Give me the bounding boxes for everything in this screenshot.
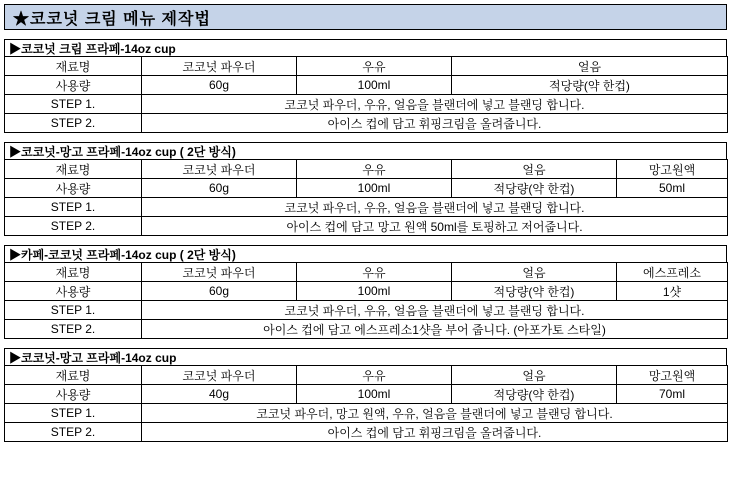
step-text: 아이스 컵에 담고 휘핑크림을 올려줍니다. bbox=[142, 114, 728, 133]
table-cell: 적당량(약 한컵) bbox=[452, 282, 617, 301]
table-row bbox=[5, 76, 728, 95]
table-row bbox=[5, 282, 728, 301]
table-cell: 사용량 bbox=[5, 385, 142, 404]
step-label: STEP 1. bbox=[5, 301, 142, 320]
table-header-cell: 재료명 bbox=[5, 160, 142, 179]
table-cell: 100ml bbox=[297, 76, 452, 95]
step-label: STEP 1. bbox=[5, 95, 142, 114]
section-header bbox=[4, 39, 727, 57]
step-label: STEP 2. bbox=[5, 423, 142, 442]
section-header bbox=[4, 245, 727, 263]
table-header-cell: 망고원액 bbox=[617, 366, 728, 385]
step-label: STEP 2. bbox=[5, 217, 142, 236]
table-cell: 100ml bbox=[297, 282, 452, 301]
table-cell: 50ml bbox=[617, 179, 728, 198]
step-row bbox=[5, 301, 728, 320]
table-header-cell: 얼음 bbox=[452, 366, 617, 385]
table-header-cell: 코코넛 파우더 bbox=[142, 160, 297, 179]
step-label: STEP 1. bbox=[5, 198, 142, 217]
table-cell: 사용량 bbox=[5, 282, 142, 301]
section-header bbox=[4, 348, 727, 366]
recipe-section bbox=[4, 39, 727, 133]
step-text: 코코넛 파우더, 우유, 얼음을 블랜더에 넣고 블랜딩 합니다. bbox=[142, 198, 728, 217]
table-header-cell: 얼음 bbox=[452, 263, 617, 282]
table-cell: 70ml bbox=[617, 385, 728, 404]
table-cell: 100ml bbox=[297, 385, 452, 404]
recipe-table bbox=[4, 365, 728, 442]
table-cell: 60g bbox=[142, 76, 297, 95]
table-cell: 적당량(약 한컵) bbox=[452, 385, 617, 404]
table-cell: 100ml bbox=[297, 179, 452, 198]
step-row bbox=[5, 114, 728, 133]
table-cell: 40g bbox=[142, 385, 297, 404]
step-label: STEP 2. bbox=[5, 320, 142, 339]
table-cell: 60g bbox=[142, 179, 297, 198]
step-text: 아이스 컵에 담고 망고 원액 50ml를 토핑하고 저어줍니다. bbox=[142, 217, 728, 236]
step-row bbox=[5, 198, 728, 217]
table-row bbox=[5, 263, 728, 282]
step-row bbox=[5, 320, 728, 339]
table-header-cell: 얼음 bbox=[452, 160, 617, 179]
table-row bbox=[5, 179, 728, 198]
page-title bbox=[4, 4, 727, 30]
table-header-cell: 코코넛 파우더 bbox=[142, 57, 297, 76]
section-header-text: ▶코코넛-망고 프라페-14oz cup bbox=[9, 350, 177, 365]
table-row bbox=[5, 160, 728, 179]
table-header-cell: 망고원액 bbox=[617, 160, 728, 179]
step-row bbox=[5, 404, 728, 423]
step-text: 아이스 컵에 담고 휘핑크림을 올려줍니다. bbox=[142, 423, 728, 442]
section-header-text: ▶코코넛-망고 프라페-14oz cup ( 2단 방식) bbox=[9, 144, 236, 159]
table-row bbox=[5, 366, 728, 385]
step-text: 코코넛 파우더, 우유, 얼음을 블랜더에 넣고 블랜딩 합니다. bbox=[142, 301, 728, 320]
table-header-cell: 코코넛 파우더 bbox=[142, 366, 297, 385]
table-header-cell: 재료명 bbox=[5, 57, 142, 76]
step-text: 아이스 컵에 담고 에스프레소1샷을 부어 줍니다. (아포가토 스타일) bbox=[142, 320, 728, 339]
table-header-cell: 에스프레소 bbox=[617, 263, 728, 282]
table-header-cell: 우유 bbox=[297, 160, 452, 179]
step-text: 코코넛 파우더, 우유, 얼음을 블랜더에 넣고 블랜딩 합니다. bbox=[142, 95, 728, 114]
section-header bbox=[4, 142, 727, 160]
table-header-cell: 얼음 bbox=[452, 57, 728, 76]
table-cell: 적당량(약 한컵) bbox=[452, 76, 728, 95]
table-row bbox=[5, 385, 728, 404]
section-header-text: ▶코코넛 크림 프라페-14oz cup bbox=[9, 41, 176, 56]
page-title-text: ★코코넛 크림 메뉴 제작법 bbox=[13, 10, 211, 28]
table-header-cell: 우유 bbox=[297, 263, 452, 282]
recipe-table bbox=[4, 262, 728, 339]
step-row bbox=[5, 217, 728, 236]
step-label: STEP 2. bbox=[5, 114, 142, 133]
recipe-section bbox=[4, 245, 727, 339]
recipe-table bbox=[4, 56, 728, 133]
table-header-cell: 재료명 bbox=[5, 263, 142, 282]
step-row bbox=[5, 95, 728, 114]
table-cell: 적당량(약 한컵) bbox=[452, 179, 617, 198]
table-header-cell: 재료명 bbox=[5, 366, 142, 385]
step-text: 코코넛 파우더, 망고 원액, 우유, 얼음을 블랜더에 넣고 블랜딩 합니다. bbox=[142, 404, 728, 423]
table-cell: 사용량 bbox=[5, 179, 142, 198]
recipe-section bbox=[4, 348, 727, 442]
table-header-cell: 우유 bbox=[297, 366, 452, 385]
recipe-sections bbox=[4, 39, 727, 442]
recipe-table bbox=[4, 159, 728, 236]
table-header-cell: 코코넛 파우더 bbox=[142, 263, 297, 282]
table-header-cell: 우유 bbox=[297, 57, 452, 76]
step-label: STEP 1. bbox=[5, 404, 142, 423]
section-header-text: ▶카페-코코넛 프라페-14oz cup ( 2단 방식) bbox=[9, 247, 236, 262]
table-row bbox=[5, 57, 728, 76]
recipe-section bbox=[4, 142, 727, 236]
table-cell: 60g bbox=[142, 282, 297, 301]
table-cell: 1샷 bbox=[617, 282, 728, 301]
step-row bbox=[5, 423, 728, 442]
table-cell: 사용량 bbox=[5, 76, 142, 95]
